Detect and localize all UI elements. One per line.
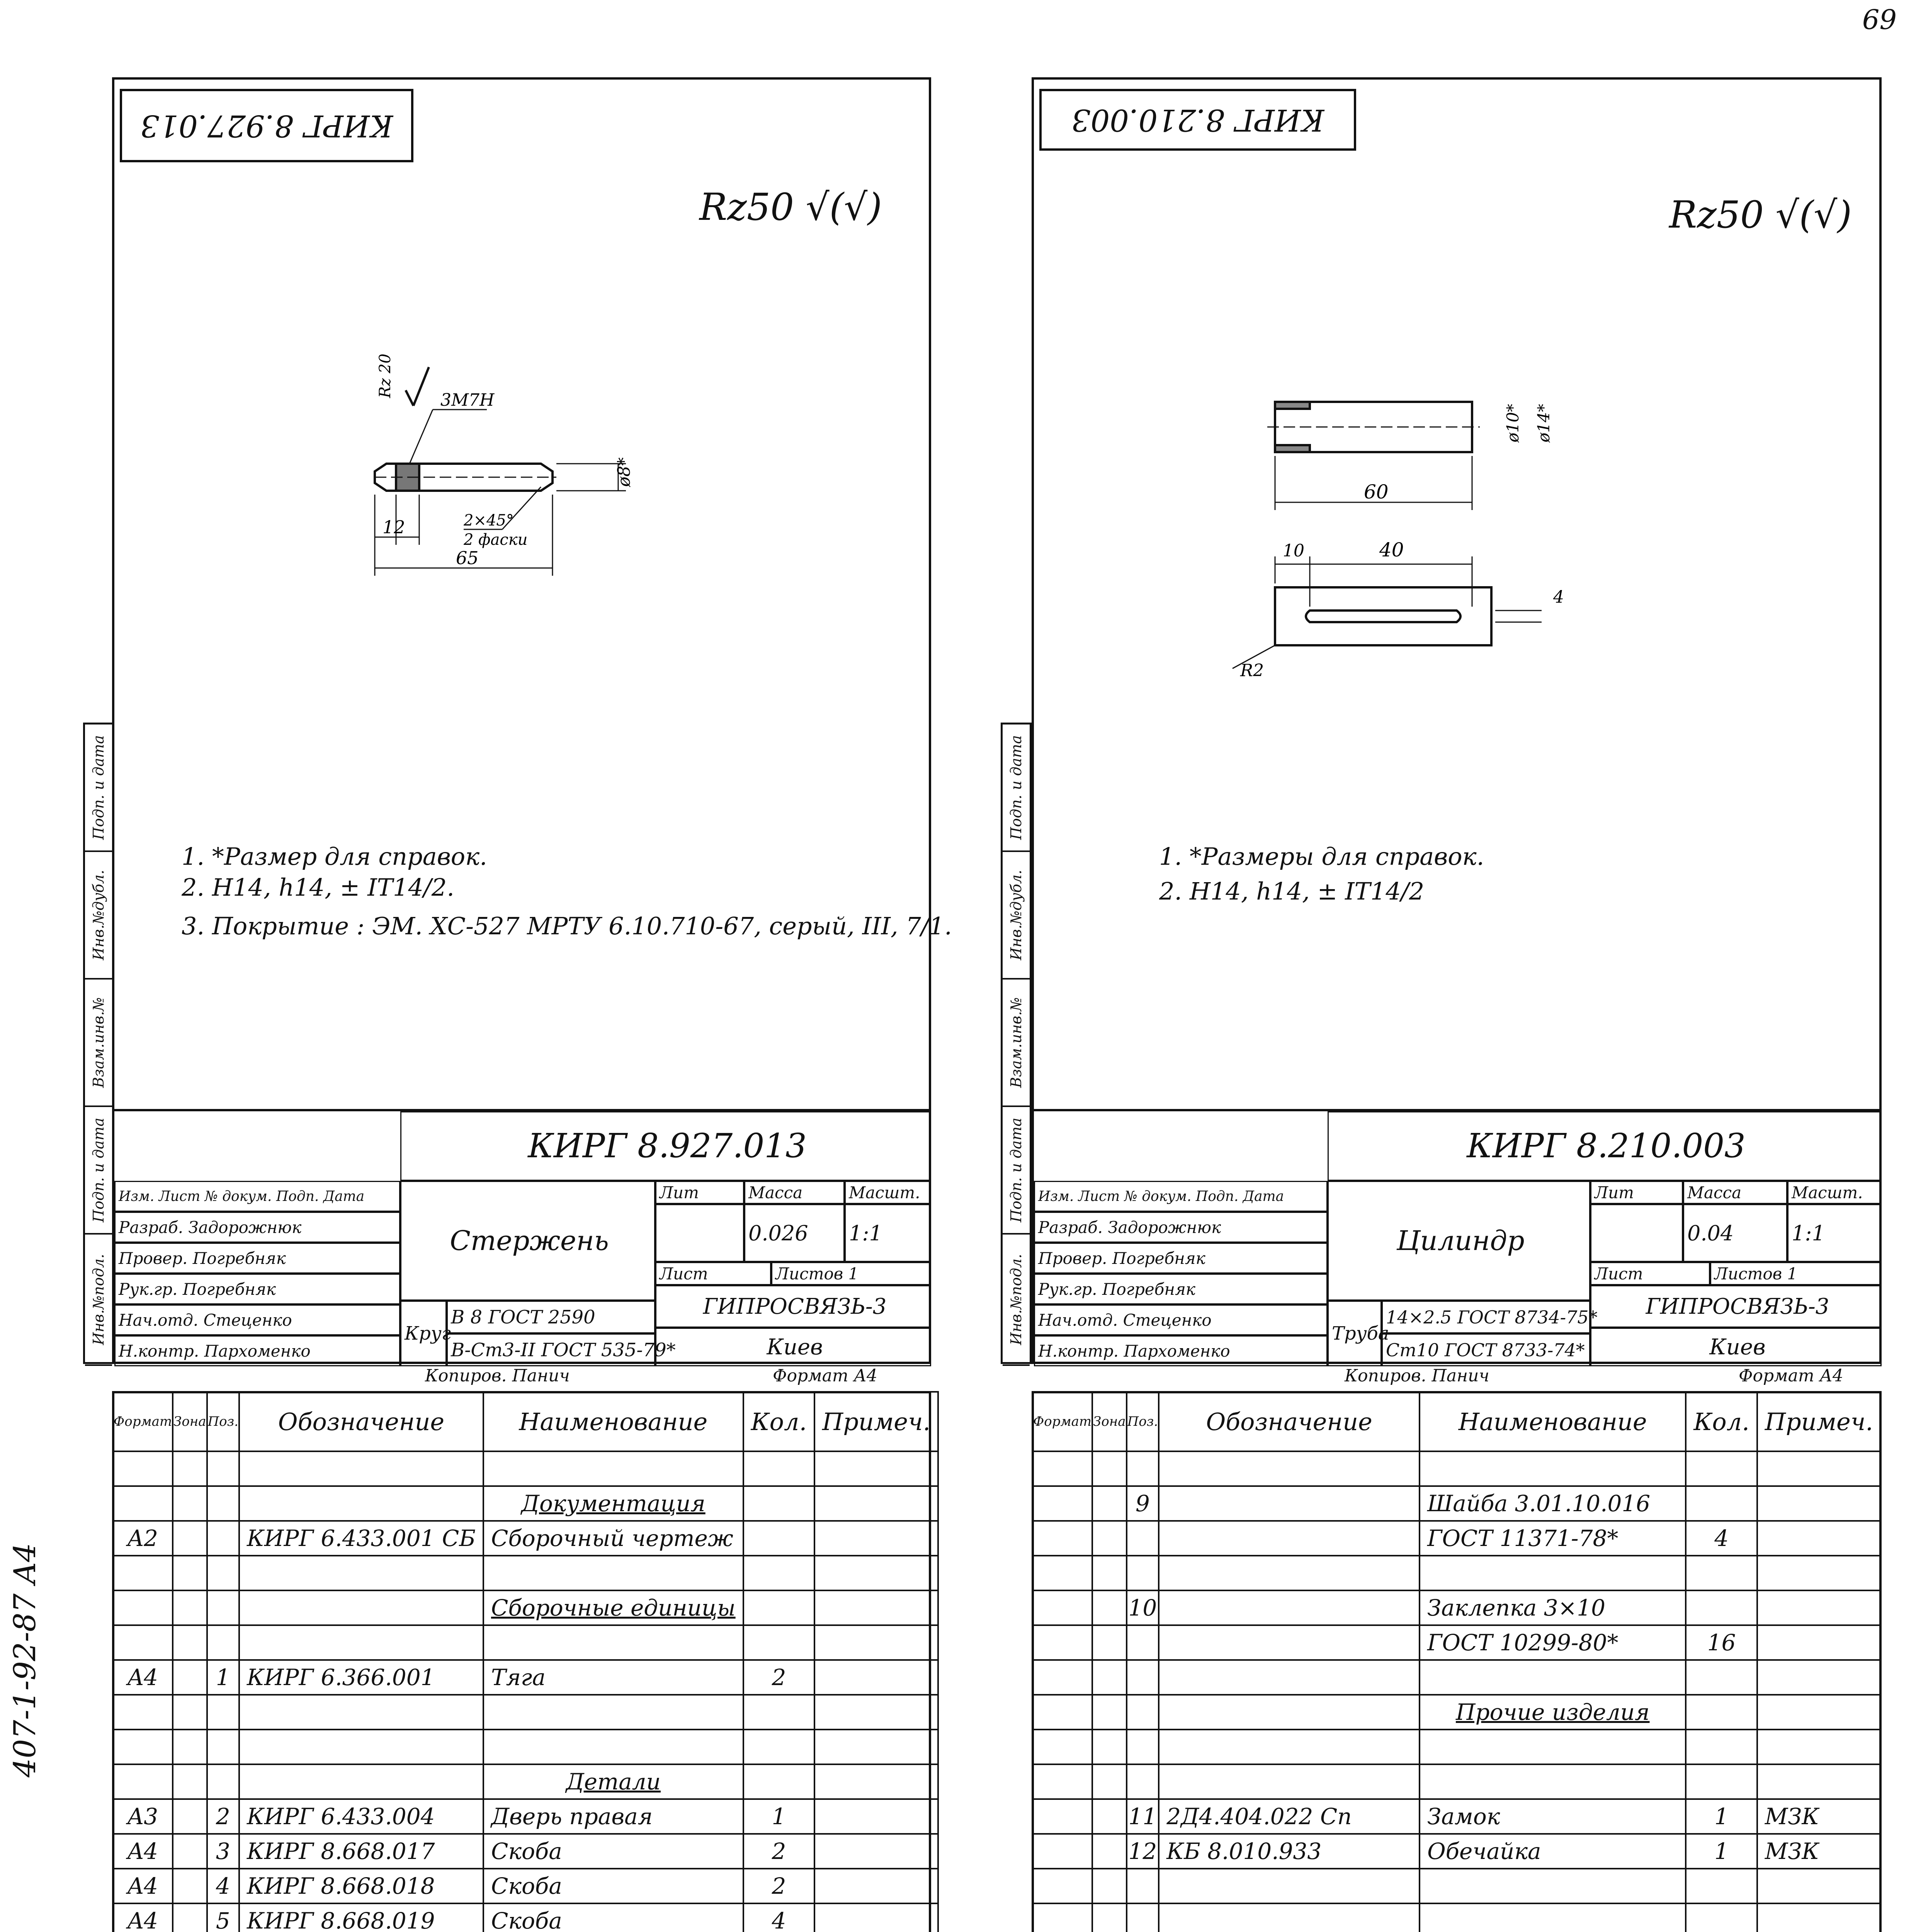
drawing-dim65: 65: [456, 548, 479, 568]
spec-cell: [207, 1625, 239, 1660]
spec-cell: [1159, 1764, 1420, 1799]
spec-header-cell: Примеч.: [814, 1392, 938, 1451]
spec-cell: [1092, 1799, 1126, 1834]
spec-cell: [1092, 1521, 1126, 1556]
spec-cell: [1420, 1556, 1686, 1590]
spec-header-cell: Формат: [113, 1392, 173, 1451]
spec-cell: [1757, 1903, 1881, 1932]
spec-cell: [1159, 1730, 1420, 1764]
spec-cell: [173, 1451, 207, 1486]
spec-cell: [1686, 1660, 1757, 1695]
spec-cell: [1127, 1869, 1159, 1903]
spec-cell: Сборочные единицы: [483, 1590, 743, 1625]
spec-cell: [483, 1556, 743, 1590]
spec-cell: [1686, 1903, 1757, 1932]
spec-cell: [814, 1799, 938, 1834]
page-number: 69: [1862, 4, 1897, 36]
spec-cell: [1092, 1660, 1126, 1695]
spec-cell: [1092, 1834, 1126, 1869]
sheet-1-note-3: 3. Покрытие : ЭМ. ХС-527 МРТУ 6.10.710-67, серый, III, 7/1.: [182, 912, 952, 940]
spec-cell: [1686, 1869, 1757, 1903]
spec-cell: [1757, 1764, 1881, 1799]
spec-cell: [113, 1695, 173, 1730]
sheet-3-spec-table: [112, 1391, 939, 1932]
spec-cell: [1757, 1451, 1881, 1486]
spec-cell: [1420, 1903, 1686, 1932]
sheet-1-top-stamp: КИРГ 8.927.013: [120, 89, 413, 162]
spec-cell: 2: [743, 1834, 815, 1869]
spec-cell: [1159, 1590, 1420, 1625]
spec-cell: [814, 1660, 938, 1695]
sheet-2-note-1: 1. *Размеры для справок.: [1159, 842, 1484, 871]
drawing-dim60: 60: [1364, 481, 1389, 503]
spec-cell: [743, 1486, 815, 1521]
spec-cell: [1032, 1590, 1092, 1625]
spec-cell: [1159, 1660, 1420, 1695]
table-row: [1032, 1521, 1881, 1556]
table-row: [113, 1869, 938, 1903]
spec-cell: [207, 1695, 239, 1730]
spec-cell: МЗК: [1757, 1834, 1881, 1869]
table-row: [113, 1451, 938, 1486]
spec-cell: [483, 1625, 743, 1660]
drawing-rz20: Rz 20: [376, 354, 394, 398]
spec-cell: [743, 1695, 815, 1730]
spec-cell: [239, 1764, 483, 1799]
spec-cell: [814, 1556, 938, 1590]
spec-cell: [743, 1625, 815, 1660]
spec-cell: [1032, 1869, 1092, 1903]
drawing-dia10: ø10*: [1503, 404, 1522, 442]
spec-cell: [1127, 1730, 1159, 1764]
tb-mass: 0.04: [1683, 1204, 1787, 1262]
spec-cell: [814, 1590, 938, 1625]
sheet-1-roughness: Rz50 √(√): [699, 185, 882, 229]
spec-cell: КИРГ 8.668.019: [239, 1903, 483, 1932]
spec-cell: [1757, 1486, 1881, 1521]
spec-cell: [113, 1451, 173, 1486]
spec-cell: [1032, 1486, 1092, 1521]
table-row: [1032, 1556, 1881, 1590]
spec-cell: A4: [113, 1660, 173, 1695]
spec-cell: [743, 1521, 815, 1556]
spec-cell: 12: [1127, 1834, 1159, 1869]
spec-cell: [1757, 1695, 1881, 1730]
spec-cell: [814, 1834, 938, 1869]
sheet-1-side-column: [83, 723, 114, 1364]
table-row: [113, 1486, 938, 1521]
spec-cell: [173, 1590, 207, 1625]
spec-cell: КИРГ 8.668.017: [239, 1834, 483, 1869]
spec-cell: КИРГ 6.366.001: [239, 1660, 483, 1695]
table-row: [1032, 1486, 1881, 1521]
spec-cell: [814, 1764, 938, 1799]
table-row: [1032, 1903, 1881, 1932]
spec-cell: A3: [113, 1799, 173, 1834]
spec-cell: 10: [1127, 1590, 1159, 1625]
spec-header-cell: Обозначение: [239, 1392, 483, 1451]
spec-cell: [1127, 1764, 1159, 1799]
spec-header-cell: Наименование: [1420, 1392, 1686, 1451]
spec-cell: Тяга: [483, 1660, 743, 1695]
spec-cell: [814, 1625, 938, 1660]
spec-cell: Дверь правая: [483, 1799, 743, 1834]
spec-cell: [239, 1730, 483, 1764]
spec-cell: 2: [743, 1869, 815, 1903]
spec-cell: [113, 1486, 173, 1521]
spec-cell: [173, 1660, 207, 1695]
spec-cell: A4: [113, 1869, 173, 1903]
spec-cell: [173, 1903, 207, 1932]
table-row: [1032, 1660, 1881, 1695]
drawing-dim12: 12: [383, 517, 405, 537]
spec-cell: [1159, 1625, 1420, 1660]
spec-cell: [1092, 1590, 1126, 1625]
spec-cell: [1686, 1730, 1757, 1764]
spec-cell: Заклепка 3×10: [1420, 1590, 1686, 1625]
spec-cell: [113, 1556, 173, 1590]
spec-cell: Скоба: [483, 1903, 743, 1932]
spec-cell: [1159, 1869, 1420, 1903]
spec-cell: Скоба: [483, 1869, 743, 1903]
spec-cell: [743, 1451, 815, 1486]
drawing-dia14: ø14*: [1534, 404, 1553, 442]
spec-cell: [173, 1556, 207, 1590]
spec-cell: [1092, 1451, 1126, 1486]
spec-cell: [1032, 1625, 1092, 1660]
spec-cell: [173, 1521, 207, 1556]
spec-cell: [207, 1486, 239, 1521]
sheet-2-format: Формат А4: [1739, 1366, 1843, 1386]
spec-cell: 11: [1127, 1799, 1159, 1834]
spec-cell: [1159, 1556, 1420, 1590]
tb-scale: 1:1: [1787, 1204, 1882, 1262]
side-label: Инв.№подл.: [90, 1253, 107, 1345]
spec-cell: ГОСТ 10299-80*: [1420, 1625, 1686, 1660]
spec-header-cell: Кол.: [1686, 1392, 1757, 1451]
sheet-1-note-1: 1. *Размер для справок.: [182, 842, 487, 871]
spec-cell: [207, 1590, 239, 1625]
side-label: Взам.инв.№: [90, 997, 107, 1088]
drawing-chamfer: 2×45°: [464, 512, 514, 529]
drawing-chamfer-count: 2 фаски: [464, 531, 528, 549]
spec-cell: 2: [743, 1660, 815, 1695]
spec-cell: [173, 1869, 207, 1903]
spec-header-cell: Наименование: [483, 1392, 743, 1451]
spec-cell: [207, 1521, 239, 1556]
table-row: [1032, 1834, 1881, 1869]
side-document-code: 407-1-92-87 A4: [8, 1543, 43, 1777]
sheet-2-note-2: 2. H14, h14, ± IT14/2: [1159, 877, 1425, 905]
spec-cell: 3: [207, 1834, 239, 1869]
table-row: [1032, 1451, 1881, 1486]
side-label: Подп. и дата: [90, 735, 107, 840]
table-row: [113, 1521, 938, 1556]
spec-header-cell: Формат: [1032, 1392, 1092, 1451]
sheet-1-format: Формат А4: [773, 1366, 877, 1386]
spec-cell: Детали: [483, 1764, 743, 1799]
spec-cell: [743, 1556, 815, 1590]
spec-cell: [173, 1695, 207, 1730]
spec-header-cell: Кол.: [743, 1392, 815, 1451]
tb-name: Стержень: [400, 1181, 655, 1301]
spec-cell: [1686, 1451, 1757, 1486]
spec-cell: [207, 1764, 239, 1799]
spec-cell: [814, 1521, 938, 1556]
spec-cell: [1686, 1695, 1757, 1730]
sheet-1-copied: Копиров. Панич: [425, 1366, 570, 1386]
spec-header-cell: Обозначение: [1159, 1392, 1420, 1451]
spec-cell: Прочие изделия: [1420, 1695, 1686, 1730]
spec-cell: [113, 1764, 173, 1799]
spec-cell: [814, 1730, 938, 1764]
tb-designation: КИРГ 8.927.013: [400, 1111, 931, 1181]
sheet-2-side-column: Подп. и дата Инв.№дубл. Взам.инв.№ Подп. и дата Инв.№подл.: [1001, 723, 1032, 1364]
tb-roles: Изм. Лист № докум. Подп. Дата: [1034, 1181, 1328, 1212]
spec-cell: [1420, 1660, 1686, 1695]
spec-cell: 5: [207, 1903, 239, 1932]
spec-cell: [1686, 1486, 1757, 1521]
spec-cell: [113, 1625, 173, 1660]
spec-cell: [1686, 1556, 1757, 1590]
spec-cell: ГОСТ 11371-78*: [1420, 1521, 1686, 1556]
spec-cell: [239, 1486, 483, 1521]
table-row: [1032, 1625, 1881, 1660]
spec-cell: [239, 1625, 483, 1660]
spec-cell: [1092, 1903, 1126, 1932]
spec-cell: Шайба 3.01.10.016: [1420, 1486, 1686, 1521]
spec-cell: A4: [113, 1834, 173, 1869]
drawing-r2: R2: [1240, 661, 1264, 680]
spec-cell: [1757, 1556, 1881, 1590]
spec-cell: Сборочный чертеж: [483, 1521, 743, 1556]
table-row: [113, 1834, 938, 1869]
spec-cell: [1127, 1556, 1159, 1590]
drawing-dim10: 10: [1283, 541, 1304, 561]
spec-cell: [1092, 1695, 1126, 1730]
tb-roles: Изм. Лист № докум. Подп. Дата: [114, 1181, 400, 1212]
spec-cell: [483, 1695, 743, 1730]
spec-cell: [1127, 1451, 1159, 1486]
drawing-dim40: 40: [1379, 539, 1404, 561]
spec-cell: [173, 1764, 207, 1799]
spec-cell: Скоба: [483, 1834, 743, 1869]
spec-cell: 2: [207, 1799, 239, 1834]
spec-cell: 1: [1686, 1834, 1757, 1869]
spec-cell: [1032, 1903, 1092, 1932]
spec-cell: [743, 1764, 815, 1799]
sheet-2-roughness: Rz50 √(√): [1669, 193, 1852, 236]
spec-cell: [1686, 1590, 1757, 1625]
tb-name: Цилиндр: [1328, 1181, 1590, 1301]
spec-cell: [1159, 1903, 1420, 1932]
spec-cell: [1127, 1660, 1159, 1695]
spec-cell: 9: [1127, 1486, 1159, 1521]
spec-cell: [207, 1556, 239, 1590]
spec-cell: 16: [1686, 1625, 1757, 1660]
table-row: [1032, 1799, 1881, 1834]
sheet-1-note-2: 2. H14, h14, ± IT14/2.: [182, 873, 454, 901]
sheet-2-top-stamp: КИРГ 8.210.003: [1039, 89, 1356, 151]
spec-cell: Документация: [483, 1486, 743, 1521]
spec-cell: 4: [743, 1903, 815, 1932]
spec-cell: [814, 1695, 938, 1730]
spec-cell: [1420, 1869, 1686, 1903]
tb-designation: КИРГ 8.210.003: [1328, 1111, 1882, 1181]
spec-cell: [1032, 1451, 1092, 1486]
spec-cell: Замок: [1420, 1799, 1686, 1834]
spec-header-cell: Поз.: [1127, 1392, 1159, 1451]
drawing-dia: ø8*: [614, 457, 634, 487]
spec-cell: [207, 1730, 239, 1764]
spec-cell: [1757, 1625, 1881, 1660]
spec-cell: [1420, 1764, 1686, 1799]
table-row: [113, 1695, 938, 1730]
spec-cell: [1420, 1730, 1686, 1764]
table-row: [1032, 1695, 1881, 1730]
spec-cell: [1757, 1869, 1881, 1903]
spec-cell: [814, 1903, 938, 1932]
table-row: [113, 1799, 938, 1834]
spec-cell: [113, 1730, 173, 1764]
spec-cell: [814, 1869, 938, 1903]
spec-cell: [1092, 1730, 1126, 1764]
drawing-thread: 3M7H: [440, 390, 495, 410]
table-row: [1032, 1590, 1881, 1625]
side-label: Инв.№дубл.: [90, 870, 107, 960]
spec-cell: [173, 1625, 207, 1660]
spec-header-cell: Зона: [173, 1392, 207, 1451]
spec-cell: [173, 1799, 207, 1834]
spec-cell: 4: [207, 1869, 239, 1903]
sheet-2-title-block: КИРГ 8.210.003 Цилиндр Лит Масса Масшт. 0.04 1:1 Лист Листов 1 Труба 14×2.5 ГОСТ 8734-75* Ст10 ГОСТ 8733-74* ГИПРОСВЯЗЬ-3 Киев Изм. Лист № докум. Подп. Дата Разраб. Задорожнюк Провер. Погребняк Рук.гр. Погребняк Нач.отд. Стеценко Н.контр. Пархоменко: [1032, 1109, 1882, 1364]
spec-cell: [1127, 1903, 1159, 1932]
table-row: [113, 1660, 938, 1695]
sheet-2-drawing: [1240, 348, 1681, 734]
spec-cell: [1127, 1695, 1159, 1730]
spec-cell: [239, 1695, 483, 1730]
spec-cell: КИРГ 6.433.001 СБ: [239, 1521, 483, 1556]
spec-cell: [239, 1590, 483, 1625]
table-row: [113, 1903, 938, 1932]
spec-header-cell: Примеч.: [1757, 1392, 1881, 1451]
spec-cell: КИРГ 8.668.018: [239, 1869, 483, 1903]
spec-cell: [1757, 1590, 1881, 1625]
spec-cell: [1686, 1764, 1757, 1799]
spec-cell: [743, 1730, 815, 1764]
spec-cell: [239, 1451, 483, 1486]
sheet-4-spec-table: [1032, 1391, 1882, 1932]
spec-cell: [1032, 1730, 1092, 1764]
spec-cell: [1032, 1834, 1092, 1869]
spec-cell: [1032, 1660, 1092, 1695]
spec-cell: [1032, 1521, 1092, 1556]
spec-cell: [1032, 1799, 1092, 1834]
spec-cell: [1420, 1451, 1686, 1486]
sheet-2-copied: Копиров. Панич: [1345, 1366, 1489, 1386]
spec-cell: [173, 1730, 207, 1764]
spec-cell: [814, 1451, 938, 1486]
spec-cell: [743, 1590, 815, 1625]
table-row: [1032, 1764, 1881, 1799]
table-row: [113, 1625, 938, 1660]
spec-cell: [1127, 1521, 1159, 1556]
table-row: [113, 1730, 938, 1764]
spec-cell: [207, 1451, 239, 1486]
spec-cell: МЗК: [1757, 1799, 1881, 1834]
spec-cell: [814, 1486, 938, 1521]
table-row: [113, 1764, 938, 1799]
spec-cell: [1159, 1451, 1420, 1486]
spec-cell: [1032, 1764, 1092, 1799]
table-row: [113, 1590, 938, 1625]
spec-cell: [1092, 1556, 1126, 1590]
spec-cell: 1: [207, 1660, 239, 1695]
spec-cell: [483, 1451, 743, 1486]
spec-cell: [483, 1730, 743, 1764]
spec-cell: КБ 8.010.933: [1159, 1834, 1420, 1869]
spec-cell: [1092, 1625, 1126, 1660]
spec-cell: [173, 1834, 207, 1869]
table-row: [1032, 1730, 1881, 1764]
spec-cell: A4: [113, 1903, 173, 1932]
spec-cell: 4: [1686, 1521, 1757, 1556]
spec-cell: [239, 1556, 483, 1590]
spec-cell: [1757, 1730, 1881, 1764]
spec-cell: [173, 1486, 207, 1521]
spec-cell: [1127, 1625, 1159, 1660]
spec-header-cell: Зона: [1092, 1392, 1126, 1451]
spec-cell: [1159, 1521, 1420, 1556]
side-label: Подп. и дата: [90, 1117, 107, 1223]
spec-cell: [1757, 1521, 1881, 1556]
tb-mass: 0.026: [744, 1204, 845, 1262]
spec-cell: [1159, 1695, 1420, 1730]
table-row: [113, 1556, 938, 1590]
drawing-dim4: 4: [1553, 587, 1564, 607]
tb-scale: 1:1: [845, 1204, 931, 1262]
spec-cell: [1159, 1486, 1420, 1521]
spec-cell: [1092, 1764, 1126, 1799]
spec-cell: [1032, 1556, 1092, 1590]
spec-cell: [1032, 1695, 1092, 1730]
table-row: [1032, 1869, 1881, 1903]
spec-cell: 1: [1686, 1799, 1757, 1834]
spec-cell: КИРГ 6.433.004: [239, 1799, 483, 1834]
spec-cell: [1092, 1869, 1126, 1903]
spec-cell: 1: [743, 1799, 815, 1834]
spec-cell: [113, 1590, 173, 1625]
spec-header-cell: Поз.: [207, 1392, 239, 1451]
spec-cell: [1757, 1660, 1881, 1695]
sheet-1-title-block: КИРГ 8.927.013 Стержень Лит Масса Масшт. 0.026 1:1 Лист Листов 1 Круг В 8 ГОСТ 2590 В-Ст3-II ГОСТ 535-79* ГИПРОСВЯЗЬ-3 Киев Изм. Лист № докум. Подп. Дата Разраб. Задорожнюк Провер. Погребняк Рук.гр. Погребняк Нач.отд. Стеценко Н.контр. Пархоменко: [112, 1109, 931, 1364]
spec-cell: 2Д4.404.022 Сп: [1159, 1799, 1420, 1834]
spec-cell: [1092, 1486, 1126, 1521]
spec-cell: Обечайка: [1420, 1834, 1686, 1869]
sheet-1-drawing: [317, 328, 742, 599]
spec-cell: A2: [113, 1521, 173, 1556]
